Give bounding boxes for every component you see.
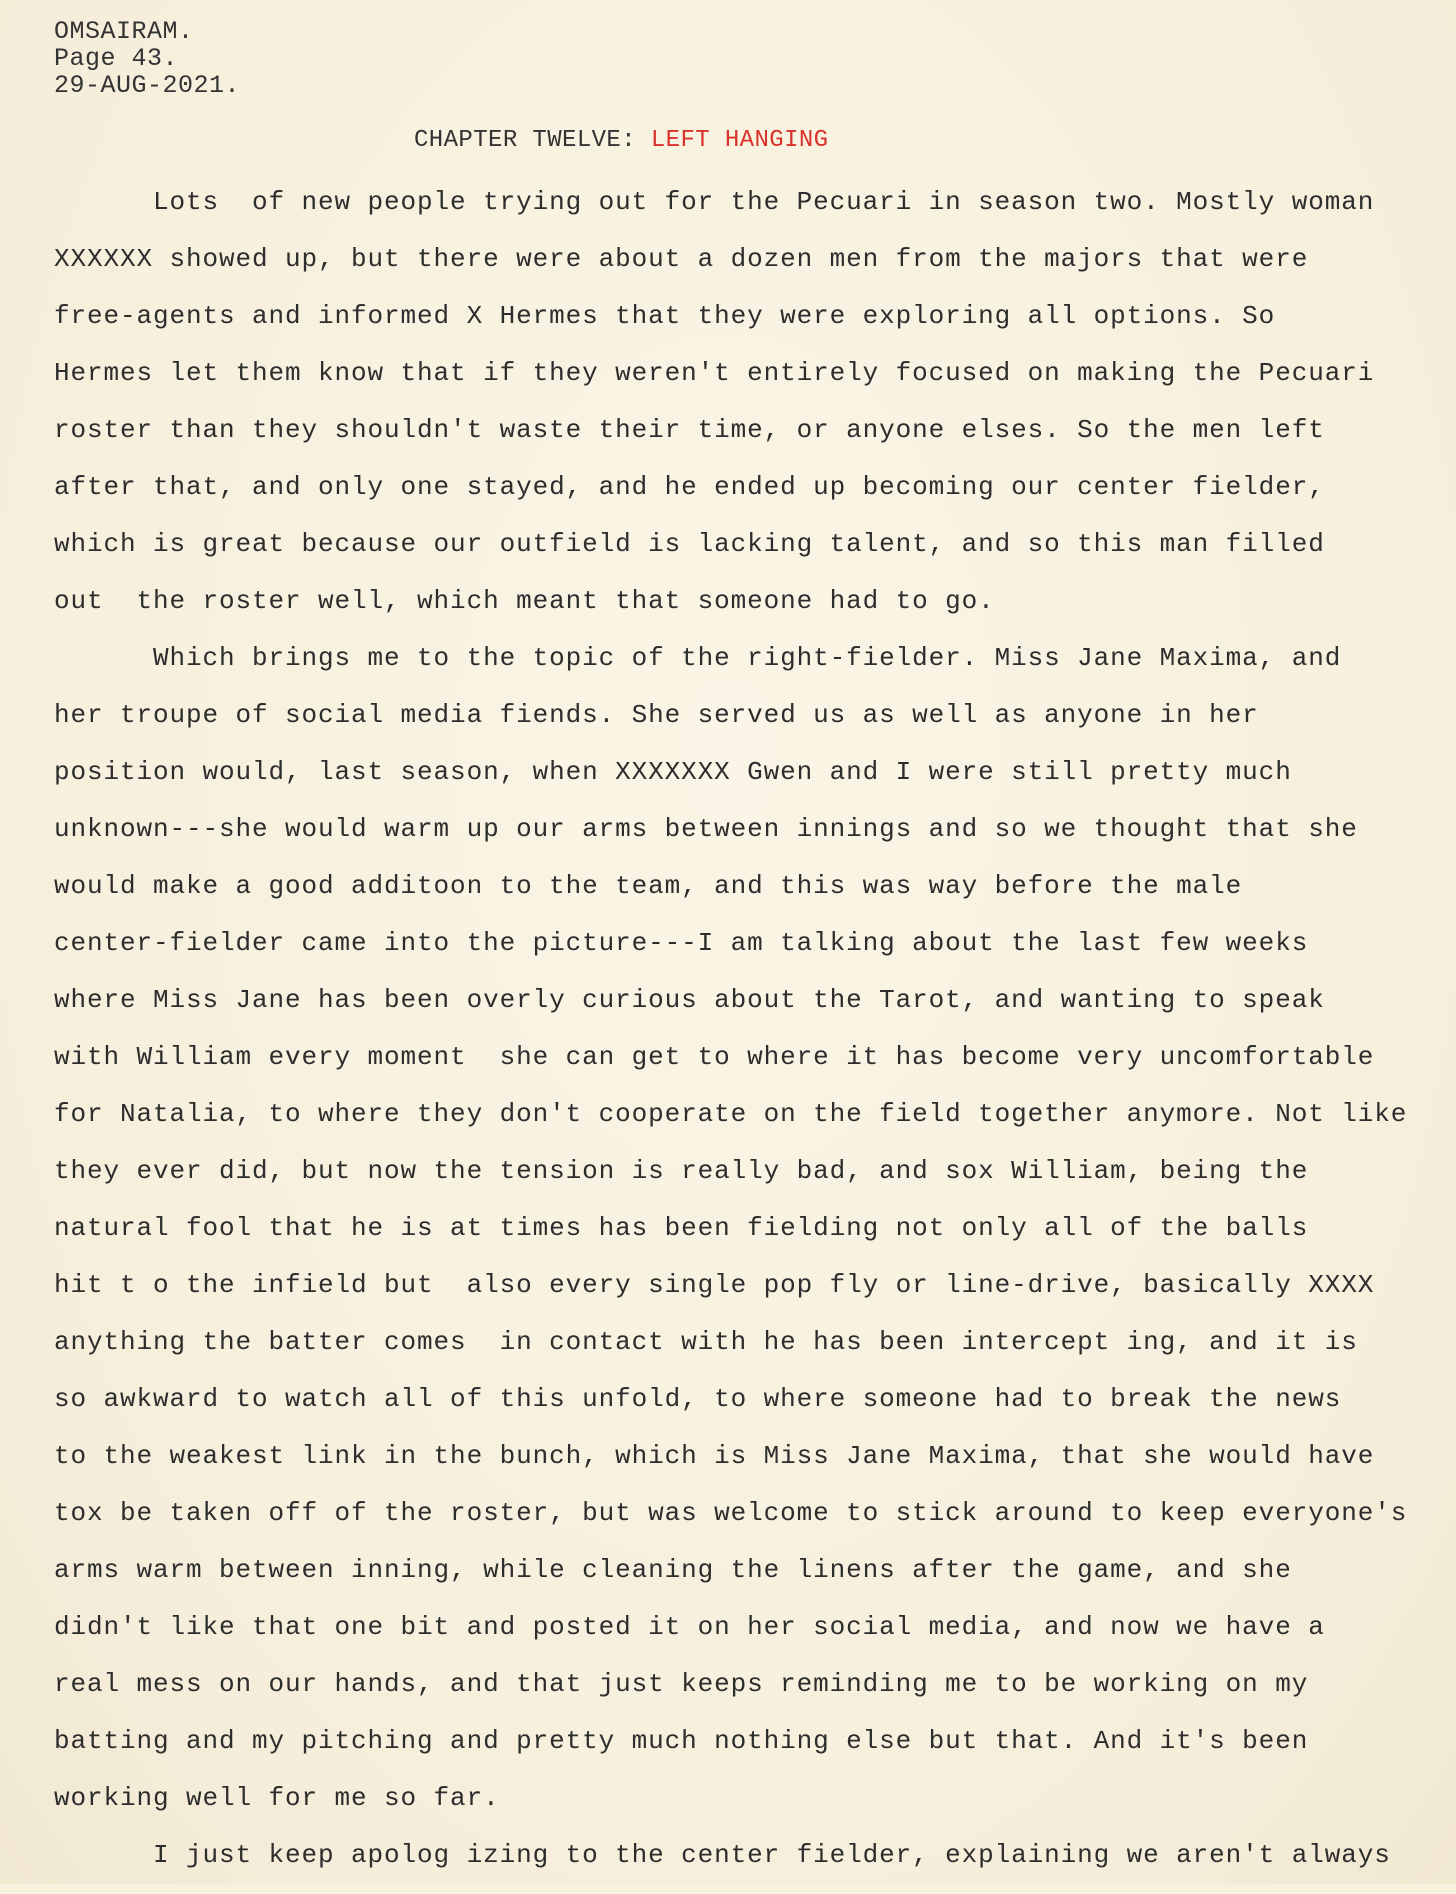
text-line: didn't like that one bit and posted it on her social media, and now we have a (54, 1612, 1325, 1642)
header-line-3: 29-AUG-2021. (54, 71, 241, 100)
text-line: batting and my pitching and pretty much nothing else but that. And it's been (54, 1726, 1309, 1756)
text-line: which is great because our outfield is lacking talent, and so this man filled (54, 529, 1325, 559)
chapter-title: LEFT HANGING (650, 127, 829, 154)
text-line: her troupe of social media fiends. She served us as well as anyone in her (54, 700, 1259, 730)
text-line: Which brings me to the topic of the right-fielder. Miss Jane Maxima, and (54, 643, 1342, 673)
text-line: would make a good additoon to the team, and this was way before the male (54, 871, 1243, 901)
text-line: Hermes let them know that if they weren't entirely focused on making the Pecuari (54, 358, 1375, 388)
text-line: unknown---she would warm up our arms between innings and so we thought that she (54, 814, 1358, 844)
header-line-1: OMSAIRAM. (54, 17, 194, 46)
page-header (54, 18, 240, 99)
text-line: so awkward to watch all of this unfold, to where someone had to break the news (54, 1384, 1342, 1414)
text-line: natural fool that he is at times has been fielding not only all of the balls (54, 1213, 1309, 1243)
chapter-number: CHAPTER TWELVE: (414, 127, 651, 154)
text-line: I just keep apolog izing to the center fielder, explaining we aren't always (54, 1840, 1391, 1870)
text-line: to the weakest link in the bunch, which is Miss Jane Maxima, that she would have (54, 1441, 1375, 1471)
text-line: they ever did, but now the tension is really bad, and sox William, being the (54, 1156, 1309, 1186)
text-line: center-fielder came into the picture---I am talking about the last few weeks (54, 928, 1309, 958)
text-line: where Miss Jane has been overly curious about the Tarot, and wanting to speak (54, 985, 1325, 1015)
text-line: with William every moment she can get to where it has become very uncomfortable (54, 1042, 1375, 1072)
text-line: Lots of new people trying out for the Pecuari in season two. Mostly woman (54, 187, 1375, 217)
text-line: working well for me so far. (54, 1783, 500, 1813)
text-line: out the roster well, which meant that someone had to go. (54, 586, 995, 616)
text-line: for Natalia, to where they don't cooperate on the field together anymore. Not like (54, 1099, 1408, 1129)
text-line: XXXXXX showed up, but there were about a dozen men from the majors that were (54, 244, 1309, 274)
text-line: anything the batter comes in contact with he has been intercept ing, and it is (54, 1327, 1358, 1357)
text-line: tox be taken off of the roster, but was welcome to stick around to keep everyone's (54, 1498, 1408, 1528)
text-line: free-agents and informed X Hermes that they were exploring all options. So (54, 301, 1276, 331)
chapter-heading (414, 127, 828, 154)
body-text (54, 184, 1454, 1894)
header-line-2: Page 43. (54, 44, 179, 73)
text-line: arms warm between inning, while cleaning the linens after the game, and she (54, 1555, 1292, 1585)
text-line: real mess on our hands, and that just keeps reminding me to be working on my (54, 1669, 1309, 1699)
text-line: after that, and only one stayed, and he ended up becoming our center fielder, (54, 472, 1325, 502)
text-line: hit t o the infield but also every single pop fly or line-drive, basically XXXX (54, 1270, 1375, 1300)
text-line: roster than they shouldn't waste their time, or anyone elses. So the men left (54, 415, 1325, 445)
text-line: position would, last season, when XXXXXXX Gwen and I were still pretty much (54, 757, 1292, 787)
